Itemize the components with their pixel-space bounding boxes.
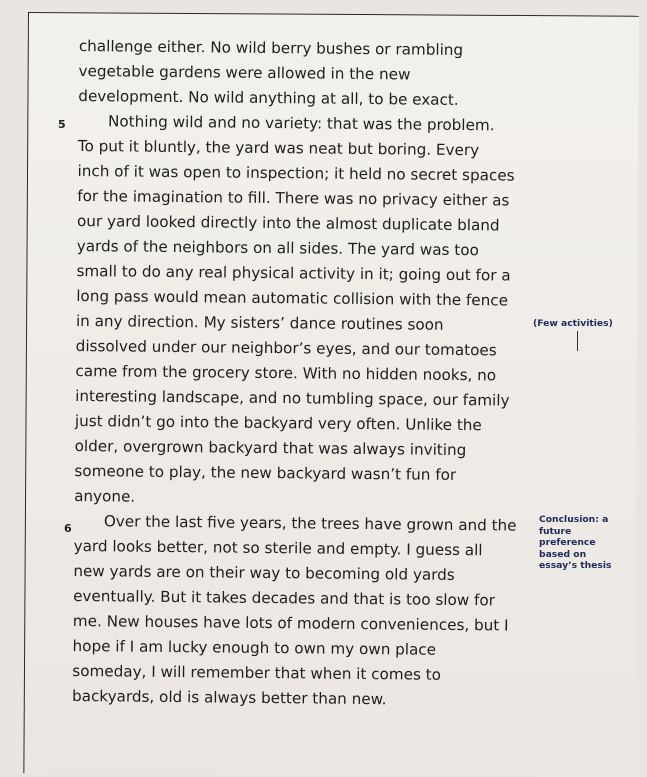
text-line: anyone.	[74, 486, 136, 506]
text-line: hope if I am lucky enough to own my own place	[72, 636, 437, 659]
margin-note-line: future	[539, 525, 572, 537]
paragraph-number-6: 6	[64, 522, 72, 535]
margin-note-line: Conclusion: a	[539, 514, 609, 525]
margin-note-few-activities	[533, 318, 613, 330]
text-line: new yards are on their way to becoming old yards	[73, 561, 455, 584]
text-line: someday, I will remember that when it comes to	[72, 661, 442, 684]
margin-note-conclusion	[539, 514, 611, 572]
text-line: To put it bluntly, the yard was neat but boring. Every	[77, 136, 480, 160]
essay-body	[72, 34, 529, 714]
text-line: me. New houses have lots of modern conveniences, but I	[72, 611, 509, 635]
text-line: vegetable gardens were allowed in the new	[78, 61, 411, 84]
text-line: challenge either. No wild berry bushes or rambling	[78, 36, 464, 60]
text-line: interesting landscape, and no tumbling space, our family	[75, 386, 510, 410]
text-line: small to do any real physical activity in it; going out for a	[76, 261, 511, 285]
text-line: development. No wild anything at all, to be exact.	[78, 86, 459, 109]
text-line: backyards, old is always better than new.	[71, 686, 387, 709]
margin-note-text: (Few activities)	[533, 318, 613, 329]
text-line: dissolved under our neighbor’s eyes, and our tomatoes	[75, 336, 497, 360]
margin-note-line: essay’s thesis	[539, 560, 612, 571]
text-line: for the imagination to fill. There was no privacy either as	[77, 186, 510, 210]
text-line: in any direction. My sisters’ dance routines soon	[75, 311, 444, 334]
margin-note-tick	[577, 331, 578, 351]
text-line: Nothing wild and no variety: that was the problem.	[107, 112, 495, 135]
text-line: our yard looked directly into the almost duplicate bland	[76, 211, 500, 235]
text-line: long pass would mean automatic collision with the fence	[76, 286, 509, 310]
text-line: eventually. But it takes decades and that is too slow for	[73, 586, 496, 610]
margin-note-line: preference	[539, 537, 596, 548]
paragraph-number-5: 5	[58, 118, 66, 131]
text-line: Over the last five years, the trees have grown and the	[103, 512, 517, 535]
text-line: yard looks better, not so sterile and empty. I guess all	[73, 536, 483, 560]
text-line: someone to play, the new backyard wasn’t fun for	[74, 461, 457, 484]
text-line: inch of it was open to inspection; it held no secret spaces	[77, 161, 515, 185]
text-line: came from the grocery store. With no hidden nooks, no	[75, 361, 497, 385]
text-line: older, overgrown backyard that was always inviting	[74, 436, 467, 460]
margin-note-line: based on	[539, 548, 587, 560]
text-line: yards of the neighbors on all sides. The yard was too	[76, 236, 479, 260]
text-line: just didn’t go into the backyard very often. Unlike the	[74, 411, 482, 435]
